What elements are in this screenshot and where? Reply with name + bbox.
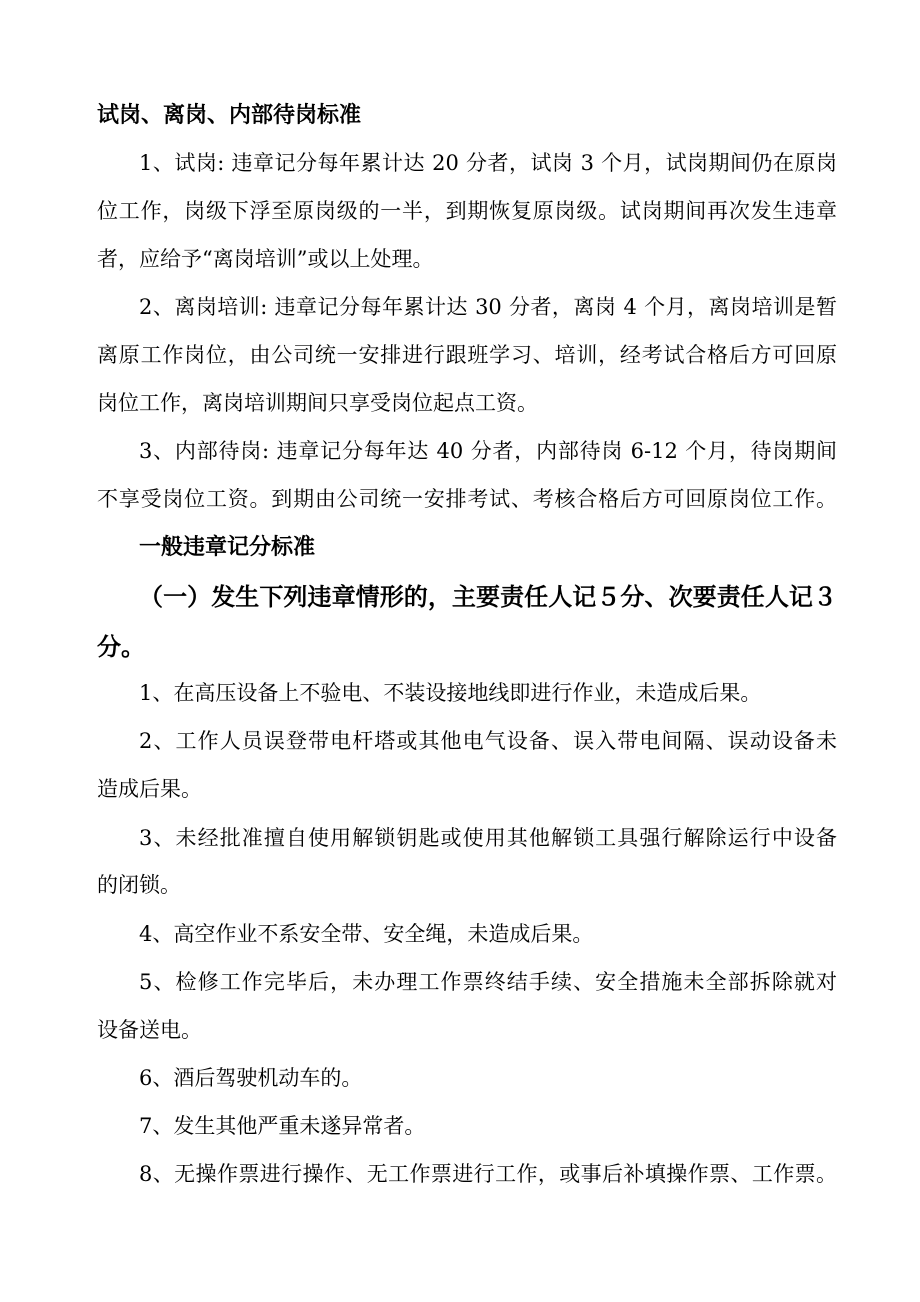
para-leave-line-1: 2、离岗培训: 违章记分每年累计达 30 分者，离岗 4 个月，离岗培训是暂 (139, 295, 837, 319)
item-2-line-1: 2、工作人员误登带电杆塔或其他电气设备、误入带电间隔、误动设备未 (139, 729, 837, 753)
para-trial-line-1: 1、试岗: 违章记分每年累计达 20 分者，试岗 3 个月，试岗期间仍在原岗 (139, 151, 837, 175)
item-3-line-2: 的闭锁。 (97, 873, 181, 897)
para-trial-line-3: 者，应给予“离岗培训”或以上处理。 (97, 247, 434, 271)
item-3-line-1: 3、未经批准擅自使用解锁钥匙或使用其他解锁工具强行解除运行中设备 (139, 826, 837, 850)
item-5-line-1: 5、检修工作完毕后，未办理工作票终结手续、安全措施未全部拆除就对 (139, 970, 837, 994)
heading-category-1-line-2: 分。 (97, 633, 145, 661)
heading-general-violation-scoring: 一般违章记分标准 (139, 535, 316, 560)
para-standby-line-2: 不享受岗位工资。到期由公司统一安排考试、考核合格后方可回原岗位工作。 (97, 487, 837, 511)
para-trial-line-2: 位工作，岗级下浮至原岗级的一半，到期恢复原岗级。试岗期间再次发生违章 (97, 199, 837, 223)
item-8: 8、无操作票进行操作、无工作票进行工作，或事后补填操作票、工作票。 (139, 1162, 837, 1186)
item-5-line-2: 设备送电。 (97, 1018, 202, 1042)
item-2-line-2: 造成后果。 (97, 777, 202, 801)
para-leave-line-3: 岗位工作，离岗培训期间只享受岗位起点工资。 (97, 391, 538, 415)
item-7: 7、发生其他严重未遂异常者。 (139, 1114, 426, 1138)
para-leave-line-2: 离原工作岗位，由公司统一安排进行跟班学习、培训，经考试合格后方可回原 (97, 343, 837, 367)
heading-trial-leave-standards: 试岗、离岗、内部待岗标准 (97, 103, 362, 128)
heading-category-1-line-1: （一）发生下列违章情形的，主要责任人记５分、次要责任人记３ (139, 583, 837, 611)
item-1: 1、在高压设备上不验电、不装设接地线即进行作业，未造成后果。 (139, 681, 762, 705)
item-6: 6、酒后驾驶机动车的。 (139, 1066, 363, 1090)
item-4: 4、高空作业不系安全带、安全绳，未造成后果。 (139, 922, 594, 946)
para-standby-line-1: 3、内部待岗: 违章记分每年达 40 分者，内部待岗 6-12 个月，待岗期间 (139, 439, 837, 463)
